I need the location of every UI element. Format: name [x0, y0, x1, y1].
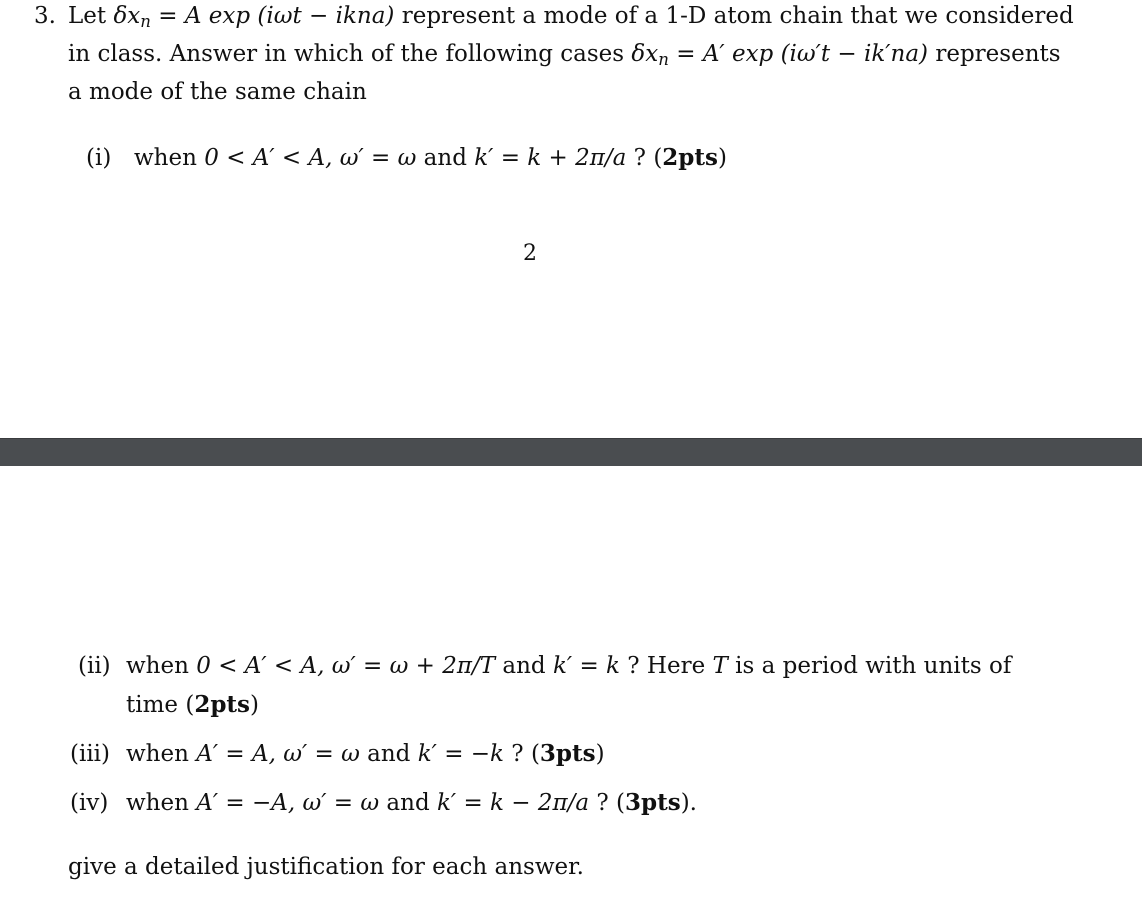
math-subscript: n	[658, 50, 669, 70]
math-expression: k′ = k	[552, 653, 620, 679]
math-subscript: n	[140, 12, 151, 32]
sub-question-text: is a period with units of	[727, 653, 1012, 679]
math-expression: A′ = A, ω′ = ω	[196, 741, 360, 767]
points-value: 2pts	[662, 144, 718, 171]
sub-question-text: time (	[126, 692, 195, 718]
math-expression: = A exp (iωt − ikna)	[150, 3, 395, 29]
points-value: 2pts	[194, 691, 250, 718]
sub-question-text: )	[717, 145, 727, 171]
question-text: Let	[68, 3, 114, 29]
sub-question-text: when	[126, 653, 197, 679]
sub-question-text: and	[359, 741, 418, 767]
sub-question-ii-continued	[126, 693, 259, 717]
question-number: 3.	[34, 3, 56, 29]
sub-question-ii	[78, 655, 1011, 678]
page-number: 2	[523, 241, 537, 266]
math-expression: k′ = −k	[417, 741, 504, 767]
question-line-3: a mode of the same chain	[68, 79, 367, 105]
sub-question-text: and	[416, 145, 475, 171]
sub-question-text: ? Here	[619, 653, 713, 679]
sub-question-label: (ii)	[78, 653, 111, 679]
sub-question-text: )	[249, 692, 259, 718]
sub-question-text: ? (	[626, 145, 663, 171]
closing-instruction: give a detailed justification for each answer.	[68, 854, 584, 880]
points-value: 3pts	[539, 740, 596, 767]
sub-question-label: (iv)	[70, 790, 109, 816]
math-expression: T	[712, 653, 728, 679]
question-text: represents	[928, 41, 1061, 67]
question-text: in class. Answer in which of the following cases	[68, 41, 632, 67]
math-expression: δx	[631, 41, 659, 67]
sub-question-label: (iii)	[70, 741, 111, 767]
sub-question-text: when	[126, 790, 197, 816]
sub-question-text: ? (	[503, 741, 540, 767]
sub-question-iii	[70, 742, 605, 766]
points-value: 3pts	[625, 789, 681, 816]
sub-question-i	[86, 146, 727, 170]
math-expression: k′ = k − 2π/a	[436, 790, 590, 816]
sub-question-text: )	[595, 741, 605, 767]
sub-question-text: and	[379, 790, 437, 816]
sub-question-label: (i)	[86, 145, 112, 171]
sub-question-text: when	[126, 741, 197, 767]
question-text: represent a mode of a 1-D atom chain that we considered	[394, 3, 1074, 29]
question-line-1	[68, 5, 1074, 31]
math-expression: 0 < A′ < A, ω′ = ω	[204, 145, 417, 171]
sub-question-text: ? (	[589, 790, 626, 816]
math-expression: A′ = −A, ω′ = ω	[196, 790, 380, 816]
sub-question-text: when	[134, 145, 205, 171]
sub-question-iv	[70, 791, 697, 815]
math-expression: = A′ exp (iω′t − ik′na)	[668, 41, 929, 67]
question-line-2	[68, 43, 1061, 69]
sub-question-text: ).	[680, 790, 697, 816]
sub-question-text: and	[495, 653, 553, 679]
math-expression: δx	[113, 3, 141, 29]
math-expression: 0 < A′ < A, ω′ = ω + 2π/T	[196, 653, 496, 679]
math-expression: k′ = k + 2π/a	[474, 145, 627, 171]
page-divider	[0, 438, 1142, 466]
